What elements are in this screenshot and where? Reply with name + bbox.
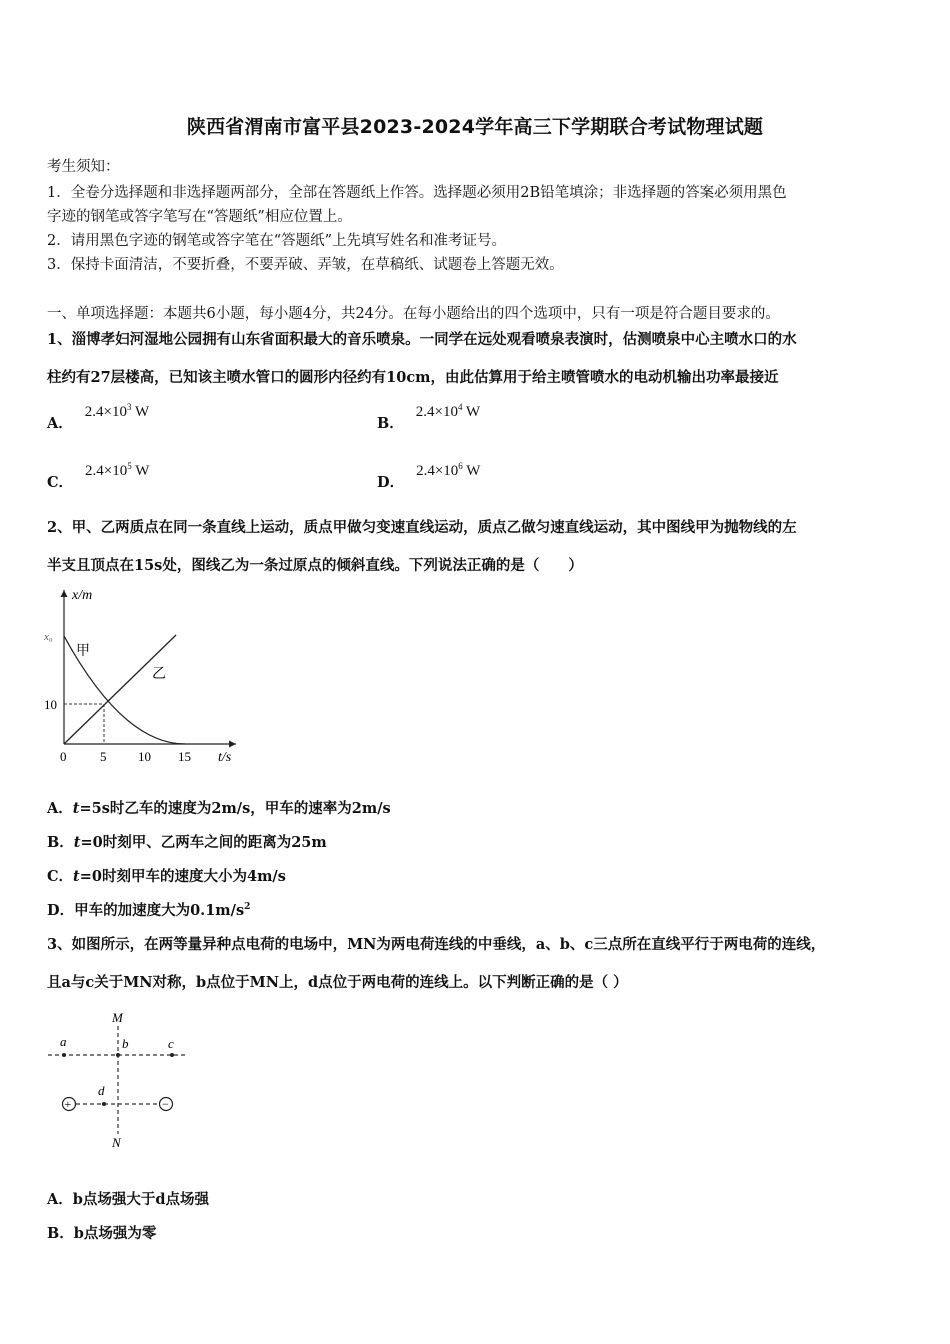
- q3-stem-line: 3、如图所示，在两等量异种点电荷的电场中，MN为两电荷连线的中垂线，a、b、c三点所在直线平行于两电荷的连线，: [47, 936, 826, 953]
- q2-stem-line: 2、甲、乙两质点在同一条直线上运动，质点甲做匀变速直线运动，质点乙做匀速直线运动，其中图线甲为抛物线的左: [47, 519, 797, 536]
- label-d: d: [98, 1083, 105, 1098]
- q1-option-a[interactable]: A．$2.4\times 10^3$ W: [47, 402, 150, 432]
- q1-option-b[interactable]: B．$2.4\times 10^4$ W: [377, 402, 481, 432]
- x-tick-label: 15: [178, 749, 191, 764]
- x-tick-label: 10: [138, 749, 151, 764]
- notice-item: 3．保持卡面清洁，不要折叠，不要弄破、弄皱，在草稿纸、试题卷上答题无效。: [47, 257, 564, 273]
- q2-option-c[interactable]: C．t=0时刻甲车的速度大小为4m/s: [47, 868, 286, 885]
- point-d: [102, 1102, 106, 1106]
- q2-option-d[interactable]: D．甲车的加速度大为$0.1m/s^2$: [47, 902, 251, 919]
- point-b: [116, 1053, 120, 1057]
- x0-label: x₀: [44, 631, 53, 643]
- notice-item: 1．全卷分选择题和非选择题两部分，全部在答题纸上作答。选择题必须用2B铅笔填涂；非选择题的答案必须用黑色: [47, 185, 787, 201]
- q1-option-d[interactable]: D．$2.4\times 10^6$ W: [377, 461, 481, 491]
- plus-sign: +: [64, 1097, 72, 1111]
- jia-label: 甲: [76, 644, 90, 659]
- q3-option-a[interactable]: A．b点场强大于d点场强: [47, 1191, 210, 1208]
- notice-item: 2．请用黑色字迹的钢笔或答字笔在“答题纸”上先填写姓名和准考证号。: [47, 233, 507, 249]
- notice-item: 字迹的钢笔或答字笔写在“答题纸”相应位置上。: [47, 209, 352, 225]
- q1-stem-line: 柱约有27层楼高，已知该主喷水管口的圆形内径约有10cm，由此估算用于给主喷管喷水的电动机输出功率最接近: [47, 369, 779, 386]
- x-tick-label: 0: [60, 749, 67, 764]
- notice-heading: 考生须知：: [47, 159, 120, 175]
- y-tick-label: 10: [44, 697, 57, 712]
- q2-option-b[interactable]: B．t=0时刻甲、乙两车之间的距离为25m: [47, 834, 327, 851]
- q2-stem-line: 半支且顶点在15s处，图线乙为一条过原点的倾斜直线。下列说法正确的是（ ）: [47, 557, 583, 574]
- x-axis-label: t/s: [218, 750, 232, 765]
- xt-graph: [38, 582, 258, 772]
- q3-stem-line: 且a与c关于MN对称，b点位于MN上，d点位于两电荷的连线上。以下判断正确的是（ ）: [47, 974, 628, 991]
- x-tick-label: 5: [100, 749, 107, 764]
- label-c: c: [168, 1036, 174, 1051]
- label-a: a: [60, 1034, 67, 1049]
- q1-stem-line: 1、淄博孝妇河湿地公园拥有山东省面积最大的音乐喷泉。一同学在远处观看喷泉表演时，估测喷泉中心主喷水口的水: [47, 331, 797, 348]
- q1-option-c[interactable]: C．$2.4\times 10^5$ W: [47, 461, 150, 491]
- q3-option-b[interactable]: B．b点场强为零: [47, 1225, 157, 1242]
- yi-label: 乙: [152, 667, 166, 682]
- point-c: [170, 1053, 174, 1057]
- label-b: b: [122, 1036, 129, 1051]
- section-heading: 一、单项选择题：本题共6小题，每小题4分，共24分。在每小题给出的四个选项中，只有一项是符合题目要求的。: [47, 306, 780, 322]
- y-axis-label: x/m: [72, 588, 93, 603]
- page-title: 陕西省渭南市富平县2023-2024学年高三下学期联合考试物理试题: [186, 116, 764, 138]
- label-n: N: [112, 1135, 121, 1150]
- charge-field-figure: [44, 1004, 204, 1154]
- minus-sign: −: [162, 1097, 169, 1111]
- q2-option-a[interactable]: A．t=5s时乙车的速度为2m/s，甲车的速率为2m/s: [47, 800, 391, 817]
- label-m: M: [112, 1010, 123, 1025]
- point-a: [62, 1053, 66, 1057]
